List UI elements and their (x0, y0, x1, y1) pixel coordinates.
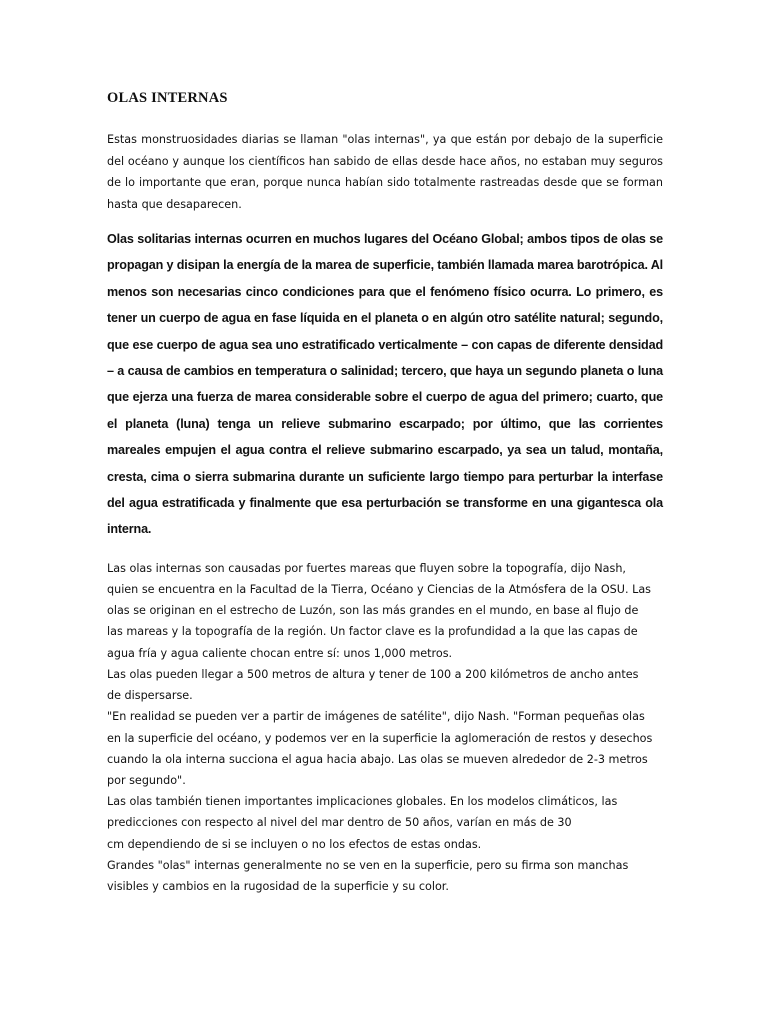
document-page (107, 90, 663, 897)
body-line: visibles y cambios en la rugosidad de la superficie y su color. (107, 879, 449, 893)
body-line: predicciones con respecto al nivel del mar dentro de 50 años, varían en más de 30 (107, 816, 572, 830)
body-line: Las olas internas son causadas por fuertes mareas que fluyen sobre la topografía, dijo Nash, (107, 561, 626, 575)
body-line: Las olas pueden llegar a 500 metros de altura y tener de 100 a 200 kilómetros de ancho antes (107, 667, 639, 681)
body-line: "En realidad se pueden ver a partir de imágenes de satélite", dijo Nash. "Forman pequeñas olas (107, 710, 645, 724)
body-line: Grandes "olas" internas generalmente no se ven en la superficie, pero su firma son manchas (107, 858, 629, 872)
body-line: en la superficie del océano, y podemos ver en la superficie la aglomeración de restos y desechos (107, 731, 653, 745)
body-line: olas se originan en el estrecho de Luzón, son las más grandes en el mundo, en base al flujo de (107, 604, 639, 618)
intro-paragraph: Estas monstruosidades diarias se llaman "olas internas", ya que están por debajo de la superficie del océano y aunque los científicos han sabido de ellas desde hace años, no estaban muy seguros de lo importante que eran, porque nunca habían sido totalmente rastreadas desde que se forman hasta que desaparecen. (107, 133, 663, 211)
body-line: las mareas y la topografía de la región. Un factor clave es la profundidad a la que las capas de (107, 625, 638, 639)
body-line: quien se encuentra en la Facultad de la Tierra, Océano y Ciencias de la Atmósfera de la OSU. Las (107, 583, 652, 597)
body-line: de dispersarse. (107, 689, 193, 703)
body-line: por segundo". (107, 773, 186, 787)
body-line: cm dependiendo de si se incluyen o no los efectos de estas ondas. (107, 837, 482, 851)
body-line: Las olas también tienen importantes implicaciones globales. En los modelos climáticos, las (107, 795, 618, 809)
page-title: OLAS INTERNAS (107, 90, 228, 106)
body-line: agua fría y agua caliente chocan entre sí: unos 1,000 metros. (107, 646, 453, 660)
body-line: cuando la ola interna succiona el agua hacia abajo. Las olas se mueven alrededor de 2-3 metros (107, 752, 648, 766)
body-text (107, 558, 663, 897)
bold-paragraph: Olas solitarias internas ocurren en muchos lugares del Océano Global; ambos tipos de olas se propagan y disipan la energía de la marea de superficie, también llamada marea barotrópica. Al menos son necesarias cinco condiciones para que el fenómeno físico ocurra. Lo primero, es tener un cuerpo de agua en fase líquida en el planeta o en algún otro satélite natural; segundo, que ese cuerpo de agua sea uno estratificado verticalmente – con capas de diferente densidad – a causa de cambios en temperatura o salinidad; tercero, que haya un segundo planeta o luna que ejerza una fuerza de marea considerable sobre el cuerpo de agua del primero; cuarto, que el planeta (luna) tenga un relieve submarino escarpado; por último, que las corrientes mareales empujen el agua contra el relieve submarino escarpado, ya sea un talud, montaña, cresta, cima o sierra submarina durante un suficiente largo tiempo para perturbar la interfase del agua estratificada y finalmente que esa perturbación se transforme en una gigantesca ola interna. (107, 232, 663, 537)
